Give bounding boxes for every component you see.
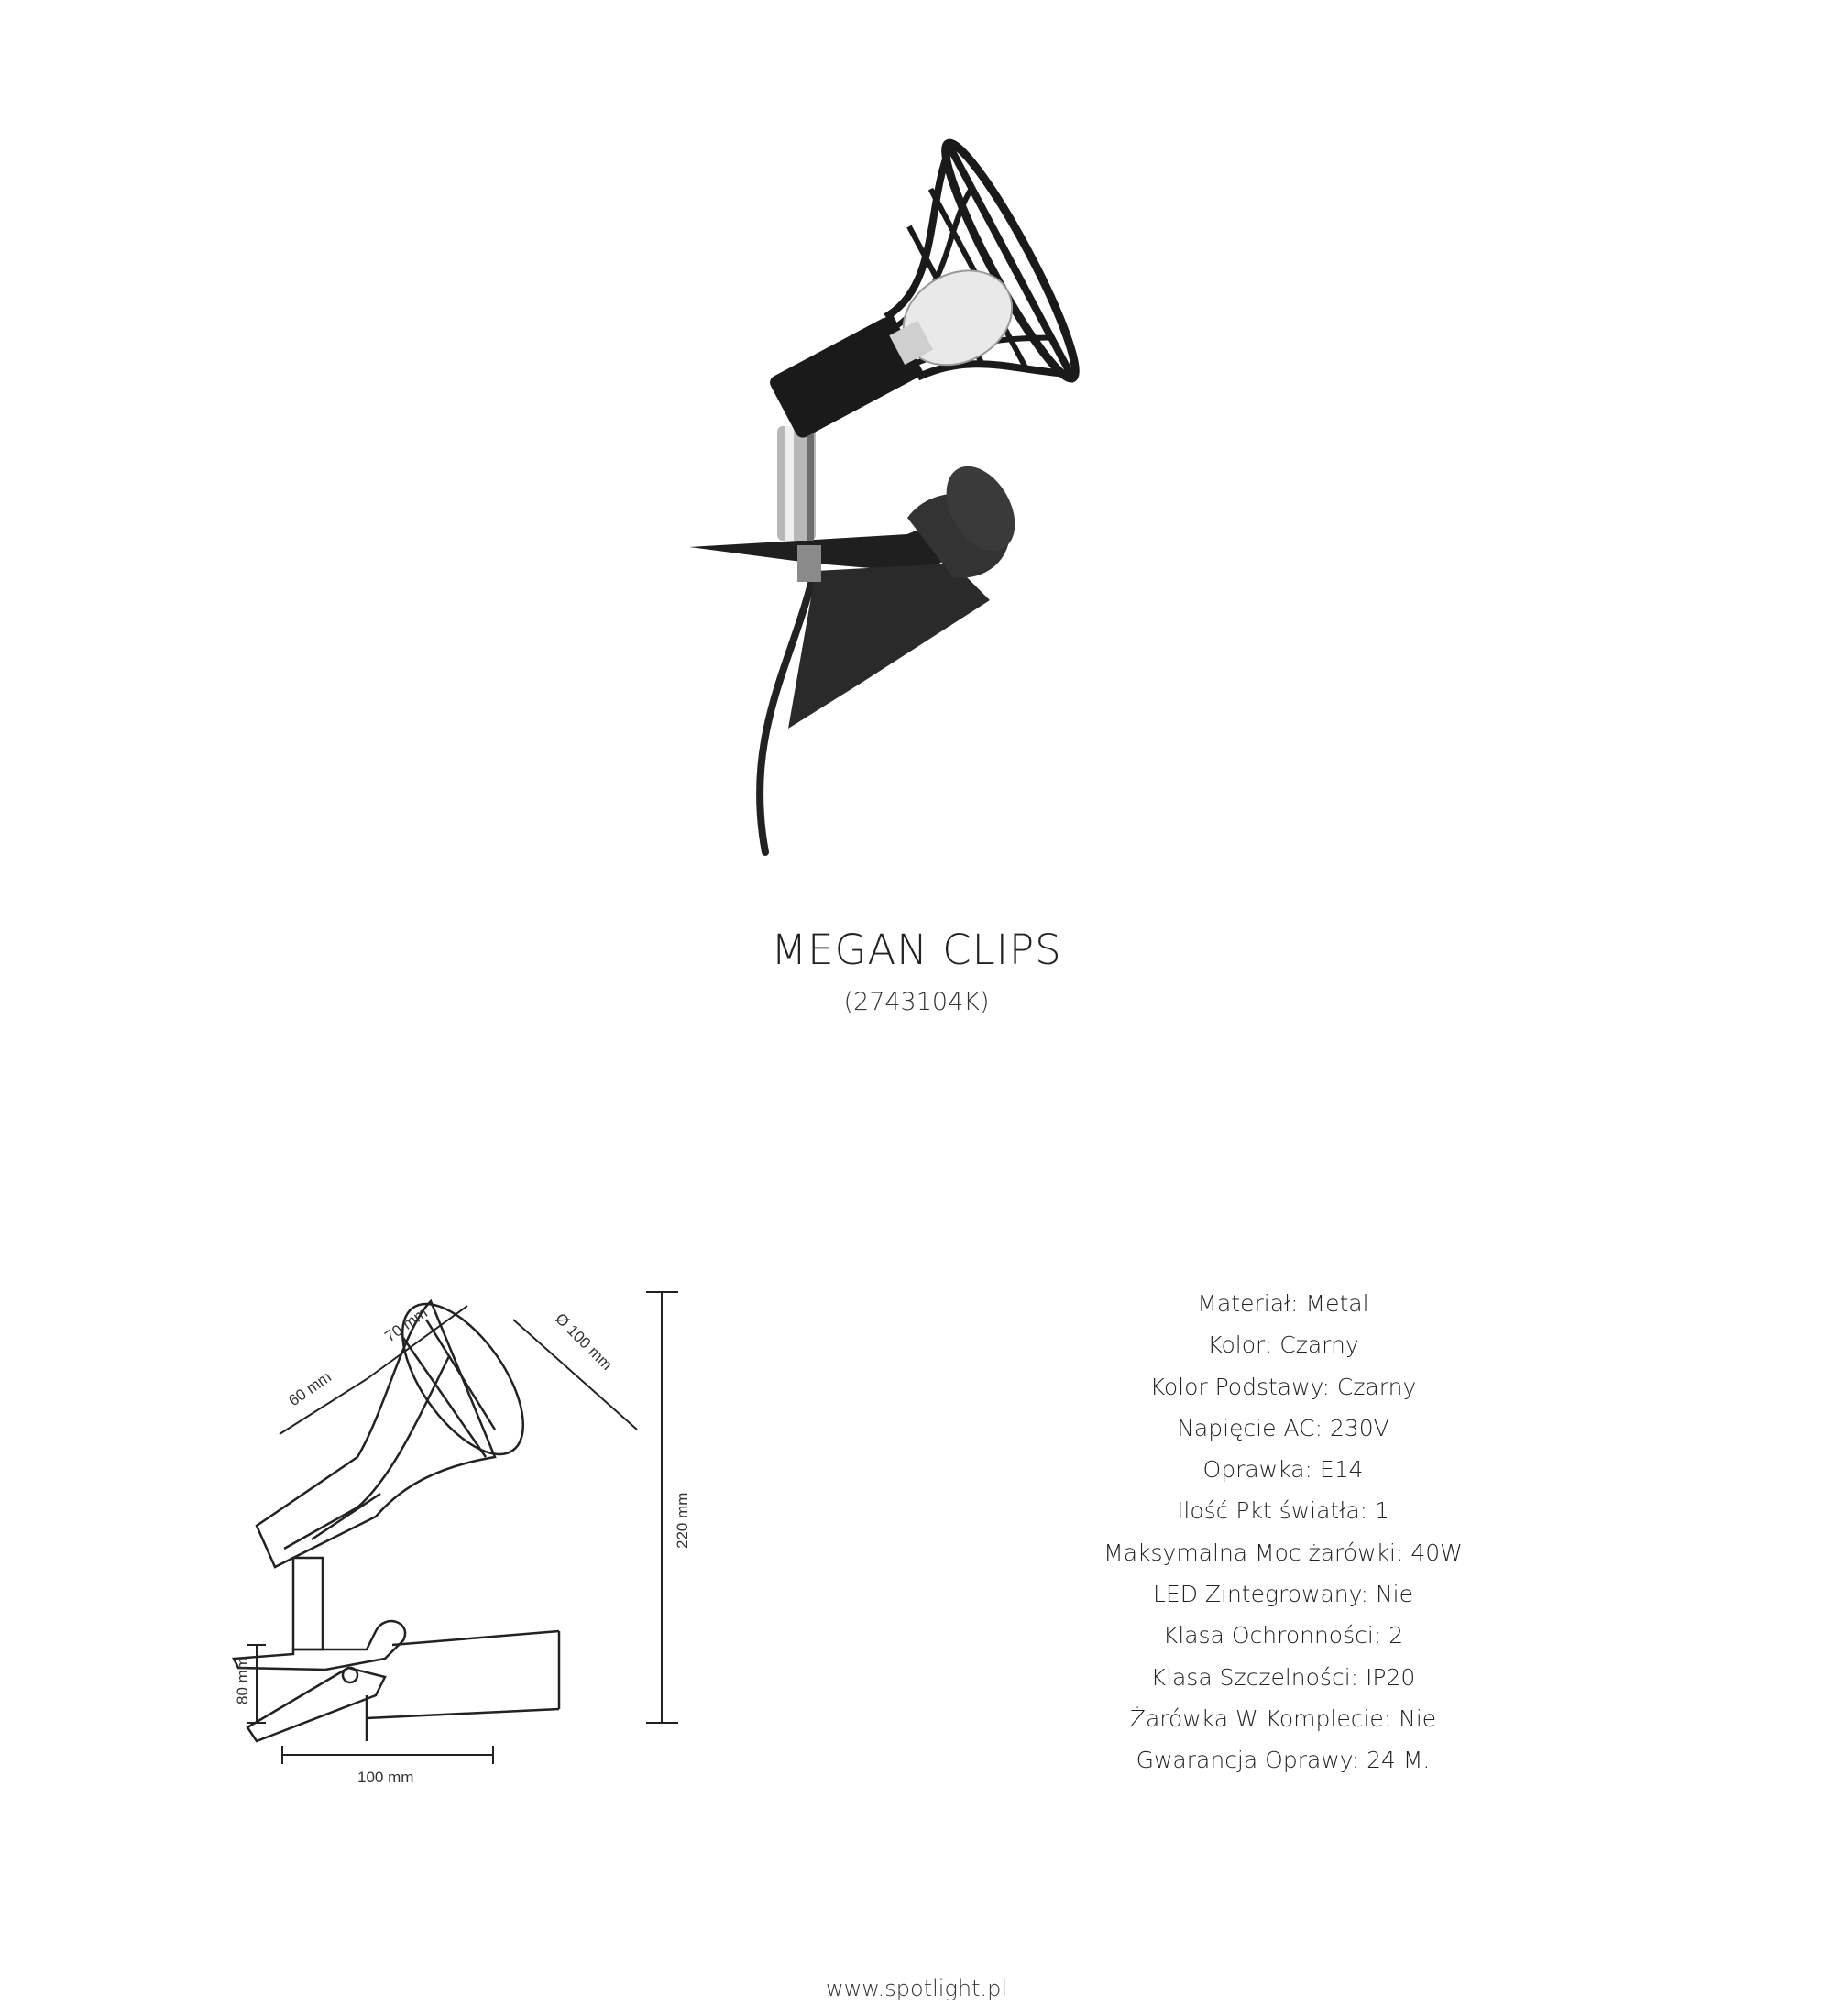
spec-row: Klasa Ochronności: 2 <box>1162 1622 1404 1649</box>
dimension-label-60mm: 60 mm <box>285 1367 335 1410</box>
spec-list <box>1008 1283 1558 1781</box>
footer-url[interactable]: www.spotlight.pl <box>825 1976 1008 2001</box>
spec-value: Nie <box>1375 1581 1414 1608</box>
spec-row: Kolor: Czarny <box>1207 1331 1359 1359</box>
dimension-label-height: 220 mm <box>674 1492 691 1549</box>
dimension-label-70mm: 70 mm <box>381 1303 431 1346</box>
spec-row: Maksymalna Moc żarówki: 40W <box>1103 1539 1463 1566</box>
spec-row: Gwarancja Oprawy: 24 M. <box>1136 1747 1431 1774</box>
spec-value: 40W <box>1410 1539 1463 1566</box>
product-photo <box>678 87 1210 857</box>
spec-value: E14 <box>1319 1456 1364 1484</box>
spec-label: Oprawka <box>1202 1456 1305 1484</box>
spec-row: Kolor Podstawy: Czarny <box>1149 1373 1417 1400</box>
spec-label: Maksymalna Moc żarówki <box>1103 1539 1396 1566</box>
spec-row: Oprawka: E14 <box>1202 1456 1364 1484</box>
product-title: MEGAN CLIPS <box>771 926 1062 974</box>
spec-value: 24 M. <box>1367 1747 1431 1774</box>
spec-value: 2 <box>1388 1622 1404 1649</box>
spec-row: Żarówka W Komplecie: Nie <box>1129 1704 1437 1732</box>
spec-label: Gwarancja Oprawy <box>1136 1747 1352 1774</box>
spec-value: Czarny <box>1279 1331 1359 1359</box>
dimension-label-width: 100 mm <box>357 1769 414 1786</box>
dimension-label-clip-height: 80 mm <box>234 1657 251 1704</box>
spec-label: Ilość Pkt światła <box>1177 1497 1360 1525</box>
spec-row: Napięcie AC: 230V <box>1177 1414 1389 1441</box>
spec-value: IP20 <box>1366 1663 1416 1691</box>
product-code: (2743104K) <box>843 988 990 1016</box>
spec-value: Metal <box>1305 1290 1369 1317</box>
spec-label: Klasa Szczelności <box>1150 1663 1351 1691</box>
spec-value: 1 <box>1375 1497 1389 1525</box>
spec-value: Czarny <box>1336 1373 1417 1400</box>
spec-label: LED Zintegrowany <box>1152 1581 1361 1608</box>
spec-row: Materiał: Metal <box>1197 1290 1369 1317</box>
spec-row: LED Zintegrowany: Nie <box>1152 1581 1414 1608</box>
spec-label: Napięcie AC <box>1177 1414 1315 1441</box>
spec-label: Klasa Ochronności <box>1162 1622 1374 1649</box>
spec-label: Kolor <box>1207 1331 1265 1359</box>
dimension-label-diameter: Ø 100 mm <box>552 1309 616 1374</box>
spec-row: Klasa Szczelności: IP20 <box>1150 1663 1416 1691</box>
spec-label: Materiał <box>1197 1290 1291 1317</box>
spec-label: Żarówka W Komplecie <box>1129 1704 1384 1732</box>
spec-label: Kolor Podstawy <box>1149 1373 1323 1400</box>
spec-row: Ilość Pkt światła: 1 <box>1177 1497 1389 1525</box>
spec-value: 230V <box>1329 1414 1389 1441</box>
spec-value: Nie <box>1399 1704 1437 1732</box>
dimension-drawing <box>229 1246 706 1796</box>
